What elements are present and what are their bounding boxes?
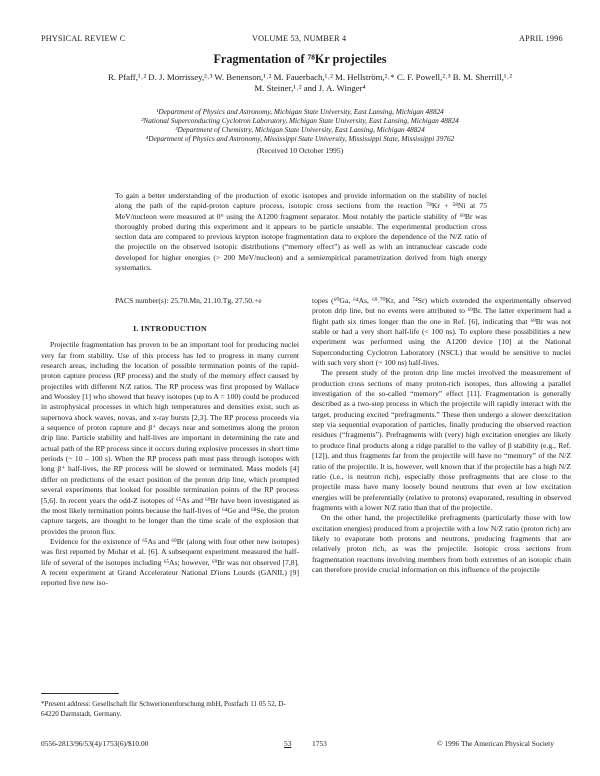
author-line: M. Steiner,¹˒² and J. A. Winger⁴	[254, 82, 366, 93]
paragraph: Projectile fragmentation has proven to be an important tool for producing nuclei very far from stability. Use of this process has led to progress in many current research areas, including the location of possible termination points of the rapid-proton capture process (RP process) and the study of the memory effect caused by projectiles with different N/Z ratios. The RP process was first proposed by Wallace and Woosley [1] who showed that heavy isotopes (up to A = 100) could be produced in astrophysical processes in which high temperatures and densities exist, such as supernova shock waves, novas, and x-ray bursts [2,3]. The RP process proceeds via a sequence of proton capture and β⁺ decays near and sometimes along the proton drip line. Particle stability and half-lives are important in determining the rate and actual path of the RP process since it occurs during explosive processes in short time periods (~ 10 – 100 s). When the RP process path must pass through isotopes with long β⁺ half-lives, the RP process will be slowed or terminated. Mass models [4] differ on predictions of the exact position of the proton drip line, which prompted several experiments that looked for possible termination points of the RP process [5,6]. In recent years the odd-Z isotopes of ⁶⁵As and ⁶⁹Br have been investigated as the most likely termination points because the half-lives of ⁶⁴Ge and ⁶⁸Se, the proton capture targets, are thought to be longer than the time scale of the explosion that provides the proton flux.	[41, 340, 299, 536]
section-heading: I. INTRODUCTION	[133, 324, 207, 333]
journal-name: PHYSICAL REVIEW C	[41, 34, 126, 43]
author-line: R. Pfaff,¹˒² D. J. Morrissey,²˒³ W. Benenson,¹˒² M. Fauerbach,¹˒² M. Hellström,²˒* C. F. Powell,²˒³ B. M. Sherrill,¹˒²	[108, 72, 512, 82]
paper-title: Fragmentation of ⁷⁸Kr projectiles	[213, 52, 387, 66]
affiliation: ⁴Department of Physics and Astronomy, Mississippi State University, Mississippi State, Mississippi 39762	[145, 134, 455, 143]
page-number: 1753	[312, 739, 327, 748]
affiliation: ³Department of Chemistry, Michigan State University, East Lansing, Michigan 48824	[175, 125, 425, 134]
affiliation: ¹Department of Physics and Astronomy, Michigan State University, East Lansing, Michigan 48824	[156, 107, 444, 116]
copyright: © 1996 The American Physical Society	[437, 739, 554, 748]
received-date: (Received 10 October 1995)	[256, 146, 344, 155]
column-left	[41, 324, 299, 589]
footnote: *Present address: Gesellschaft für Schwerionenforschung mbH, Postfach 11 05 52, D-64220 Darmstadt, Germany.	[41, 700, 286, 718]
paragraph: topes (⁶⁰Ga, ⁶⁴As, ⁶⁹˒⁷⁰Kr, and ⁷⁴Sr) which extended the experimentally observed proton drip line, but no events were attributed to ⁶⁹Br. The latter experiment had a flight path six times longer than the one in Ref. [6], indicating that ⁶⁹Br was not stable or had a very short half-life (< 100 ns). To explore these possibilities a new experiment was performed using the A1200 device [10] at the National Superconducting Cyclotron Laboratory (NSCL) that would be sensitive to nuclei with such very short (~ 100 ns) half-lives.	[312, 296, 571, 368]
footnote-rule	[41, 693, 119, 694]
paragraph: The present study of the proton drip line nuclei involved the measurement of production cross sections of many proton-rich isotopes, thus allowing a parallel investigation of the so-called “memory” effect [11]. Fragmentation is generally described as a two-step process in which the projectile will rapidly interact with the target, producing excited “prefragments.” These then undergo a slower deexcitation step via sequential evaporation of particles, finally producing the observed reaction residues (“fragments”). Prefragments with (very) high excitation energies are likely to produce final products along a ridge parallel to the valley of β stability (e.g., Ref. [12]), and thus fragments far from the projectile will have no “memory” of the N/Z ratio of the projectile. It is, however, well known that if the projectile has a high N/Z ratio (i.e., is neutron rich), especially those prefragments that are close to the projectile mass have many loosely bound neutrons that even at low excitation energies will be preferentially (relative to protons) evaporated, resulting in observed fragments with a lower N/Z ratio than that of the projectile.	[312, 368, 571, 512]
paragraph: Evidence for the existence of ⁶⁵As and ⁶⁹Br (along with four other new isotopes) was first reported by Mohar et al. [6]. A subsequent experiment measured the half-life of several of the isotopes including ⁶⁵As; however, ⁶⁹Br was not observed [7,8]. A recent experiment at Grand Accelerateur National D'ions Lourds (GANIL) [9] reported five new iso-	[41, 536, 299, 588]
pacs-numbers: PACS number(s): 25.70.Mn, 21.10.Tg, 27.50.+e	[115, 296, 262, 305]
journal-code: 0556-2813/96/53(4)/1753(6)/$10.00	[41, 739, 149, 748]
footer-volume: 53	[284, 739, 292, 748]
author-list	[95, 72, 525, 93]
paragraph: On the other hand, the projectilelike prefragments (particularly those with low excitation energies) produced from a projectile with a low N/Z ratio (proton rich) are likely to evaporate both protons and neutrons, producing fragments that are relatively proton rich, as was the projectile. Isotopic cross sections from fragmentation reactions involving members from both extremes of an isotopic chain can therefore provide crucial information on this influence of the projectile	[312, 513, 571, 574]
affiliation: ²National Superconducting Cyclotron Laboratory, Michigan State University, East Lansing, Michigan 48824	[141, 116, 459, 125]
column-right	[312, 296, 571, 575]
abstract: To gain a better understanding of the production of exotic isotopes and provide information on the stability of nuclei along the path of the rapid-proton capture process, isotopic cross sections from the reaction ⁷⁸Kr + ⁵⁸Ni at 75 MeV/nucleon were measured at 0° using the A1200 fragment separator. Most notably the particle stability of ⁶⁹Br was thoroughly probed during this experiment and it appears to be particle unstable. The experimental production cross section data are compared to previous krypton isotope fragmentation data to explore the dependence of the N/Z ratio of the projectile on the observed isotopic distributions (“memory effect”) as well as with an intranuclear cascade code developed for higher energies (> 200 MeV/nucleon) and a semiempirical parametrization derived from high energy systematics.	[115, 191, 487, 273]
issue-date: APRIL 1996	[519, 34, 563, 43]
volume-number: VOLUME 53, NUMBER 4	[252, 34, 347, 43]
